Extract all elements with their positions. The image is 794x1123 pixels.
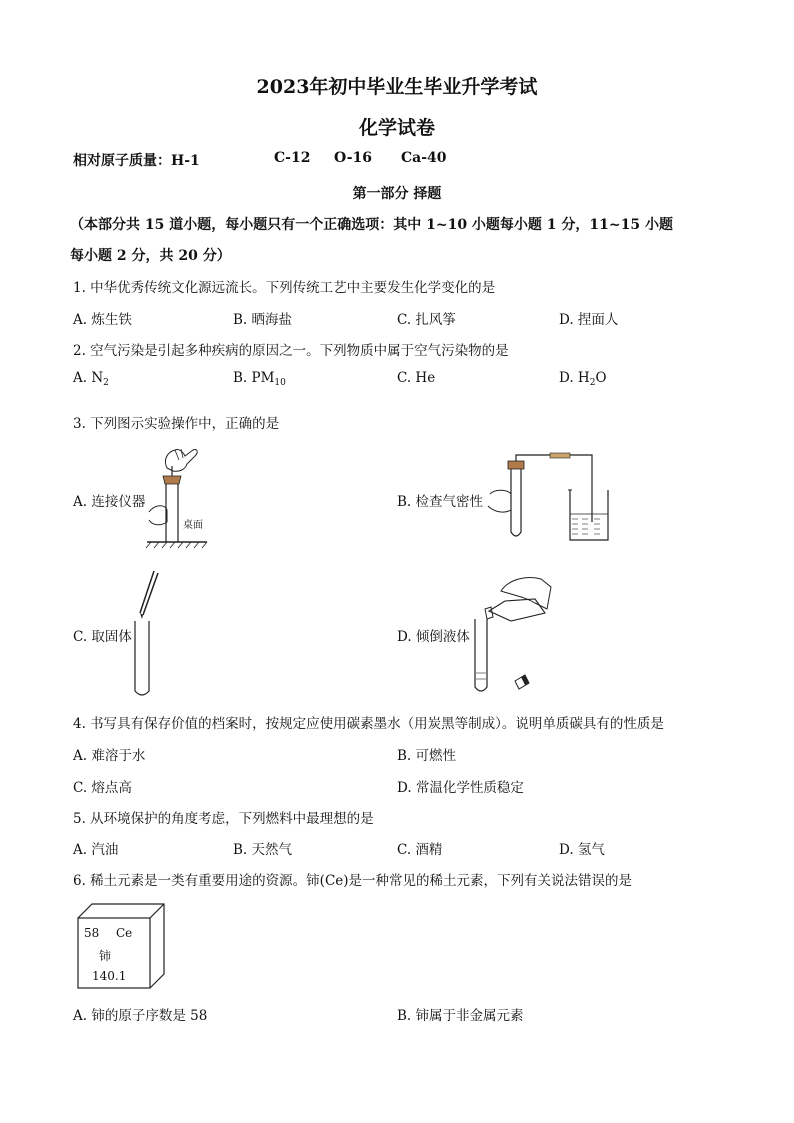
paper-subtitle: 化学试卷 xyxy=(358,117,435,139)
element-name: 铈 xyxy=(99,949,112,963)
part1-instructions-line2: 每小题 2 分，共 20 分） xyxy=(70,248,231,264)
q3-option-b[interactable]: B. 检查气密性 xyxy=(397,494,484,510)
part1-heading: 第一部分 择题 xyxy=(352,186,442,202)
q2-option-a[interactable] xyxy=(73,370,109,388)
q4-option-d[interactable]: D. 常温化学性质稳定 xyxy=(397,780,524,796)
q1-stem: 1. 中华优秀传统文化源远流长。下列传统工艺中主要发生化学变化的是 xyxy=(73,280,496,296)
q5-option-d[interactable]: D. 氢气 xyxy=(559,842,605,858)
q4-stem: 4. 书写具有保存价值的档案时，按规定应使用碳素墨水（用炭黑等制成）。说明单质碳具有的性质是 xyxy=(73,716,664,732)
q6-stem: 6. 稀土元素是一类有重要用途的资源。铈(Ce)是一种常见的稀土元素，下列有关说法错误的是 xyxy=(73,873,633,889)
atomic-mass-o: O-16 xyxy=(334,150,373,166)
q4-option-b[interactable]: B. 可燃性 xyxy=(397,748,457,764)
element-symbol: Ce xyxy=(116,926,133,940)
figure-take-solid xyxy=(128,569,168,699)
q2-stem: 2. 空气污染是引起多种疾病的原因之一。下列物质中属于空气污染物的是 xyxy=(73,343,509,359)
q3-option-d[interactable]: D. 倾倒液体 xyxy=(397,629,470,645)
q6-option-a[interactable]: A. 铈的原子序数是 58 xyxy=(73,1008,208,1024)
q6-option-b[interactable]: B. 铈属于非金属元素 xyxy=(397,1008,524,1024)
q1-option-c[interactable]: C. 扎风筝 xyxy=(397,312,456,328)
q2-option-c[interactable]: C. He xyxy=(397,370,436,386)
q2-option-d-suffix: O xyxy=(595,370,607,386)
part1-instructions-line1: （本部分共 15 道小题，每小题只有一个正确选项：其中 1~10 小题每小题 1 分，11~15 小题 xyxy=(70,217,673,233)
q2-option-b-text: B. PM xyxy=(233,370,275,386)
q3-option-a[interactable]: A. 连接仪器 xyxy=(73,494,146,510)
q2-option-a-sub: 2 xyxy=(103,378,109,388)
atomic-mass-c: C-12 xyxy=(274,150,311,166)
q1-option-b[interactable]: B. 晒海盐 xyxy=(233,312,293,328)
q2-option-d-sub: 2 xyxy=(589,378,596,388)
figure-table-label: 桌面 xyxy=(183,520,203,531)
q5-option-b[interactable]: B. 天然气 xyxy=(233,842,293,858)
q4-option-a[interactable]: A. 难溶于水 xyxy=(73,748,146,764)
exam-title: 2023年初中毕业生毕业升学考试 xyxy=(256,76,538,98)
figure-airtightness-check xyxy=(484,452,614,544)
q5-option-a[interactable]: A. 汽油 xyxy=(73,842,119,858)
atomic-mass-ca: Ca-40 xyxy=(401,150,447,166)
q2-option-d-text: D. H xyxy=(559,370,590,386)
atomic-mass-label: 相对原子质量：H-1 xyxy=(73,153,200,169)
q5-option-c[interactable]: C. 酒精 xyxy=(397,842,443,858)
element-atomic-mass: 140.1 xyxy=(92,969,127,983)
q5-stem: 5. 从环境保护的角度考虑，下列燃料中最理想的是 xyxy=(73,811,374,827)
figure-connect-apparatus xyxy=(145,446,215,551)
q3-option-c[interactable]: C. 取固体 xyxy=(73,629,132,645)
q2-option-d[interactable] xyxy=(559,370,607,388)
q1-option-a[interactable]: A. 炼生铁 xyxy=(73,312,132,328)
q2-option-b[interactable] xyxy=(233,370,286,388)
element-atomic-number: 58 xyxy=(84,926,100,940)
q4-option-c[interactable]: C. 熔点高 xyxy=(73,780,132,796)
q3-stem: 3. 下列图示实验操作中，正确的是 xyxy=(73,416,280,432)
q1-option-d[interactable]: D. 捏面人 xyxy=(559,312,619,328)
q2-option-a-text: A. N xyxy=(73,370,104,386)
figure-pour-liquid xyxy=(465,573,557,697)
q2-option-b-sub: 10 xyxy=(274,378,286,388)
